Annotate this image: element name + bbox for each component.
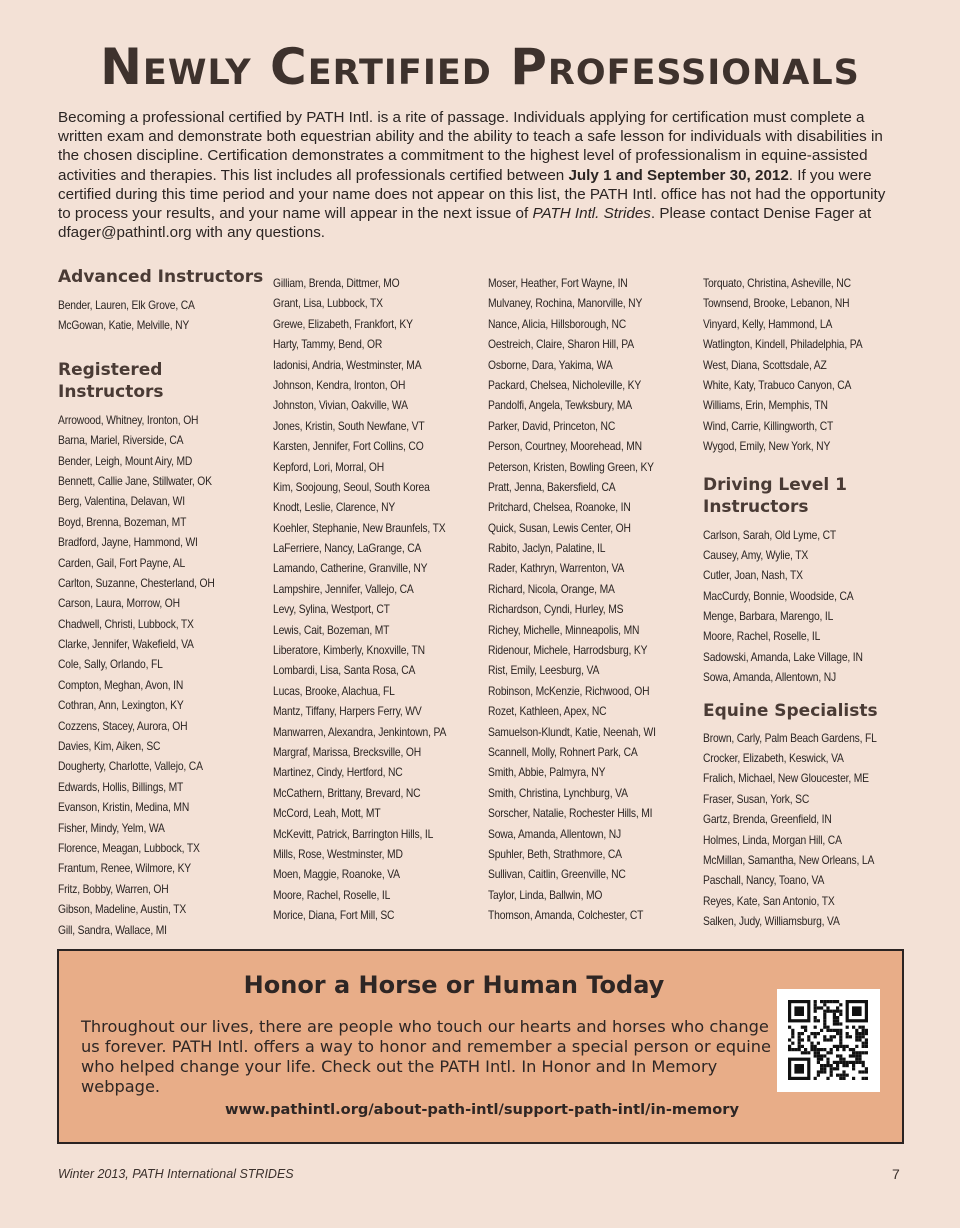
- list-item: Johnston, Vivian, Oakville, WA: [273, 398, 408, 413]
- list-item: Margraf, Marissa, Brecksville, OH: [273, 744, 422, 759]
- list-item: Brown, Carly, Palm Beach Gardens, FL: [703, 730, 877, 745]
- list-item: Thomson, Amanda, Colchester, CT: [488, 908, 644, 923]
- list-item: Spuhler, Beth, Strathmore, CA: [488, 846, 622, 861]
- list-item: Manwarren, Alexandra, Jenkintown, PA: [273, 724, 447, 739]
- list-item: Barna, Mariel, Riverside, CA: [58, 433, 184, 448]
- section-heading: Registered Instructors: [58, 359, 164, 402]
- list-item: McCord, Leah, Mott, MT: [273, 806, 381, 821]
- list-item: Fritz, Bobby, Warren, OH: [58, 881, 169, 896]
- list-item: Lampshire, Jennifer, Vallejo, CA: [273, 581, 414, 596]
- list-item: Williams, Erin, Memphis, TN: [703, 398, 828, 413]
- list-item: Fisher, Mindy, Yelm, WA: [58, 820, 165, 835]
- list-item: Morice, Diana, Fort Mill, SC: [273, 908, 395, 923]
- list-item: Lewis, Cait, Bozeman, MT: [273, 622, 390, 637]
- list-item: Jones, Kristin, South Newfane, VT: [273, 418, 425, 433]
- list-item: Cole, Sally, Orlando, FL: [58, 657, 163, 672]
- list-item: Samuelson-Klundt, Katie, Neenah, WI: [488, 724, 656, 739]
- list-item: Causey, Amy, Wylie, TX: [703, 547, 809, 562]
- list-item: Pritchard, Chelsea, Roanoke, IN: [488, 500, 631, 515]
- heading-line-1: Driving Level 1: [703, 474, 847, 495]
- list-item: Pandolfi, Angela, Tewksbury, MA: [488, 398, 633, 413]
- list-item: Smith, Abbie, Palmyra, NY: [488, 765, 606, 780]
- list-item: Scannell, Molly, Rohnert Park, CA: [488, 744, 638, 759]
- section-driving-instructors: [703, 474, 917, 688]
- list-item: Mulvaney, Rochina, Manorville, NY: [488, 296, 643, 311]
- list-item: Moore, Rachel, Roselle, IL: [703, 629, 821, 644]
- list-item: Torquato, Christina, Asheville, NC: [703, 276, 851, 290]
- list-item: Parker, David, Princeton, NC: [488, 418, 616, 433]
- list-item: Harty, Tammy, Bend, OR: [273, 337, 383, 352]
- list-item: Rist, Emily, Leesburg, VA: [488, 663, 600, 678]
- name-list: [703, 273, 917, 457]
- column-4: [703, 273, 917, 932]
- list-item: Frantum, Renee, Wilmore, KY: [58, 861, 192, 876]
- list-item: Carson, Laura, Morrow, OH: [58, 596, 180, 611]
- list-item: Sadowski, Amanda, Lake Village, IN: [703, 649, 863, 664]
- list-item: Evanson, Kristin, Medina, MN: [58, 800, 190, 815]
- honor-callout-box: [57, 949, 904, 1144]
- list-item: Iadonisi, Andria, Westminster, MA: [273, 357, 422, 372]
- list-item: Johnson, Kendra, Ironton, OH: [273, 377, 406, 392]
- list-item: Ridenour, Michele, Harrodsburg, KY: [488, 643, 648, 658]
- list-item: White, Katy, Trabuco Canyon, CA: [703, 377, 852, 392]
- list-item: Bennett, Callie Jane, Stillwater, OK: [58, 473, 212, 488]
- list-item: McCathern, Brittany, Brevard, NC: [273, 785, 421, 800]
- list-item: Florence, Meagan, Lubbock, TX: [58, 840, 200, 855]
- list-item: McMillan, Samantha, New Orleans, LA: [703, 852, 875, 867]
- list-item: Fralich, Michael, New Gloucester, ME: [703, 771, 869, 786]
- list-item: Clarke, Jennifer, Wakefield, VA: [58, 637, 194, 652]
- qr-code-graphic: [777, 989, 880, 1092]
- list-item: Robinson, McKenzie, Richwood, OH: [488, 683, 650, 698]
- list-item: McGowan, Katie, Melville, NY: [58, 318, 190, 333]
- list-item: Berg, Valentina, Delavan, WI: [58, 494, 185, 509]
- list-item: Levy, Sylina, Westport, CT: [273, 602, 390, 617]
- list-item: Karsten, Jennifer, Fort Collins, CO: [273, 439, 424, 454]
- intro-paragraph: [58, 108, 900, 242]
- list-item: Davies, Kim, Aiken, SC: [58, 739, 161, 754]
- list-item: Sullivan, Caitlin, Greenville, NC: [488, 867, 626, 882]
- list-item: Pratt, Jenna, Bakersfield, CA: [488, 479, 616, 494]
- name-list: [58, 295, 272, 336]
- section-heading: Equine Specialists: [703, 700, 878, 721]
- list-item: Arrowood, Whitney, Ironton, OH: [58, 412, 199, 427]
- list-item: Mantz, Tiffany, Harpers Ferry, WV: [273, 704, 422, 719]
- list-item: Wygod, Emily, New York, NY: [703, 439, 831, 454]
- list-item: Rader, Kathryn, Warrenton, VA: [488, 561, 625, 576]
- list-item: Kim, Soojoung, Seoul, South Korea: [273, 479, 430, 494]
- list-item: West, Diana, Scottsdale, AZ: [703, 357, 827, 372]
- list-item: Richard, Nicola, Orange, MA: [488, 581, 615, 596]
- list-item: Compton, Meghan, Avon, IN: [58, 677, 184, 692]
- list-item: Lamando, Catherine, Granville, NY: [273, 561, 428, 576]
- list-item: Chadwell, Christi, Lubbock, TX: [58, 616, 194, 631]
- list-item: Gilliam, Brenda, Dittmer, MO: [273, 276, 400, 290]
- list-item: Person, Courtney, Moorehead, MN: [488, 439, 642, 454]
- name-list: [703, 525, 917, 688]
- list-item: Crocker, Elizabeth, Keswick, VA: [703, 751, 844, 766]
- list-item: Cutler, Joan, Nash, TX: [703, 568, 803, 583]
- list-item: Reyes, Kate, San Antonio, TX: [703, 893, 835, 908]
- list-item: Moore, Rachel, Roselle, IL: [273, 887, 391, 902]
- list-item: Knodt, Leslie, Clarence, NY: [273, 500, 396, 515]
- page-number: 7: [892, 1166, 900, 1182]
- section-heading: Advanced Instructors: [58, 267, 264, 287]
- list-item: Nance, Alicia, Hillsborough, NC: [488, 316, 627, 331]
- list-item: Wind, Carrie, Killingworth, CT: [703, 418, 834, 433]
- list-item: MacCurdy, Bonnie, Woodside, CA: [703, 588, 854, 603]
- list-item: Lombardi, Lisa, Santa Rosa, CA: [273, 663, 416, 678]
- list-item: Boyd, Brenna, Bozeman, MT: [58, 514, 187, 529]
- list-item: Paschall, Nancy, Toano, VA: [703, 873, 825, 888]
- list-item: Gill, Sandra, Wallace, MI: [58, 922, 167, 937]
- section-heading: [703, 474, 917, 518]
- list-item: Kepford, Lori, Morral, OH: [273, 459, 384, 474]
- list-item: Rozet, Kathleen, Apex, NC: [488, 704, 607, 719]
- list-item: Holmes, Linda, Morgan Hill, CA: [703, 832, 842, 847]
- list-item: Carden, Gail, Fort Payne, AL: [58, 555, 186, 570]
- column-1: [58, 266, 272, 940]
- list-item: Moen, Maggie, Roanoke, VA: [273, 867, 400, 882]
- list-item: Martinez, Cindy, Hertford, NC: [273, 765, 403, 780]
- honor-title: Honor a Horse or Human Today: [243, 971, 665, 999]
- page-title: Newly Certified Professionals: [100, 38, 860, 96]
- honor-body: Throughout our lives, there are people who touch our hearts and horses who change us forever. PATH Intl. offers a way to honor and remember a special person or equine who helped change your life. Check out the PATH Intl. In Honor and In Memory webpage.: [81, 1017, 771, 1096]
- list-item: Edwards, Hollis, Billings, MT: [58, 779, 184, 794]
- list-item: Vinyard, Kelly, Hammond, LA: [703, 316, 833, 331]
- qr-code-icon[interactable]: [777, 989, 880, 1092]
- intro-text-3: . Please contact Denise Fager at dfager@pathintl.org with any questions.: [58, 205, 872, 242]
- list-item: Menge, Barbara, Marengo, IL: [703, 609, 834, 624]
- list-item: Lucas, Brooke, Alachua, FL: [273, 683, 395, 698]
- column-2: [273, 273, 487, 926]
- list-item: Bradford, Jayne, Hammond, WI: [58, 535, 198, 550]
- list-item: Liberatore, Kimberly, Knoxville, TN: [273, 643, 425, 658]
- list-item: Packard, Chelsea, Nicholeville, KY: [488, 377, 642, 392]
- section-registered-instructors: [58, 359, 272, 940]
- name-list: [273, 273, 487, 926]
- name-list: [488, 273, 702, 926]
- list-item: Cozzens, Stacey, Aurora, OH: [58, 718, 188, 733]
- list-item: Sowa, Amanda, Allentown, NJ: [703, 670, 837, 685]
- list-item: Gibson, Madeline, Austin, TX: [58, 902, 187, 917]
- intro-dates: July 1 and September 30, 2012: [568, 166, 789, 184]
- list-item: Fraser, Susan, York, SC: [703, 791, 810, 806]
- footer-publication: Winter 2013, PATH International STRIDES: [58, 1167, 294, 1181]
- name-list: [58, 410, 272, 940]
- list-item: McKevitt, Patrick, Barrington Hills, IL: [273, 826, 434, 841]
- section-advanced-instructors: [58, 266, 272, 336]
- intro-text-1: Becoming a professional certified by PATH Intl. is a rite of passage. Individuals applying for certification must complete a written exam and demonstrate both equestrian ability and the ability to teach a safe lesson for individuals with disabilities in the chosen discipline. Certification demonstrates a commitment to the highest level of professionalism in equine-assisted activities and therapies. This list includes all professionals certified between: [58, 109, 883, 184]
- list-item: Carlson, Sarah, Old Lyme, CT: [703, 527, 837, 542]
- list-item: LaFerriere, Nancy, LaGrange, CA: [273, 541, 422, 556]
- intro-publication: PATH Intl. Strides: [532, 205, 651, 223]
- list-item: Dougherty, Charlotte, Vallejo, CA: [58, 759, 203, 774]
- list-item: Richey, Michelle, Minneapolis, MN: [488, 622, 640, 637]
- heading-line-2: Instructors: [703, 496, 809, 517]
- honor-url-link[interactable]: www.pathintl.org/about-path-intl/support-path-intl/in-memory: [225, 1101, 739, 1118]
- list-item: Grewe, Elizabeth, Frankfort, KY: [273, 316, 413, 331]
- list-item: Bender, Leigh, Mount Airy, MD: [58, 453, 193, 468]
- column-3: [488, 273, 702, 926]
- list-item: Mills, Rose, Westminster, MD: [273, 846, 403, 861]
- list-item: Peterson, Kristen, Bowling Green, KY: [488, 459, 654, 474]
- list-item: Sowa, Amanda, Allentown, NJ: [488, 826, 622, 841]
- list-item: Bender, Lauren, Elk Grove, CA: [58, 298, 195, 312]
- list-item: Oestreich, Claire, Sharon Hill, PA: [488, 337, 634, 352]
- list-item: Sorscher, Natalie, Rochester Hills, MI: [488, 806, 653, 821]
- list-item: Quick, Susan, Lewis Center, OH: [488, 520, 631, 535]
- list-item: Smith, Christina, Lynchburg, VA: [488, 785, 628, 800]
- intro-text-2: . If you were certified during this time period and your name does not appear on this list, the PATH Intl. office has not had the opportunity to process your results, and your name will appear in the next issue of: [58, 166, 886, 223]
- list-item: Rabito, Jaclyn, Palatine, IL: [488, 541, 606, 556]
- list-item: Richardson, Cyndi, Hurley, MS: [488, 602, 624, 617]
- list-item: Moser, Heather, Fort Wayne, IN: [488, 276, 628, 290]
- list-item: Townsend, Brooke, Lebanon, NH: [703, 296, 850, 311]
- list-item: Grant, Lisa, Lubbock, TX: [273, 296, 383, 311]
- list-item: Salken, Judy, Williamsburg, VA: [703, 914, 840, 929]
- list-item: Cothran, Ann, Lexington, KY: [58, 698, 184, 713]
- list-item: Taylor, Linda, Ballwin, MO: [488, 887, 603, 902]
- section-equine-specialists: [703, 700, 917, 932]
- list-item: Osborne, Dara, Yakima, WA: [488, 357, 613, 372]
- list-item: Gartz, Brenda, Greenfield, IN: [703, 812, 832, 827]
- list-item: Watlington, Kindell, Philadelphia, PA: [703, 337, 863, 352]
- list-item: Koehler, Stephanie, New Braunfels, TX: [273, 520, 446, 535]
- list-item: Carlton, Suzanne, Chesterland, OH: [58, 575, 215, 590]
- name-list: [703, 728, 917, 932]
